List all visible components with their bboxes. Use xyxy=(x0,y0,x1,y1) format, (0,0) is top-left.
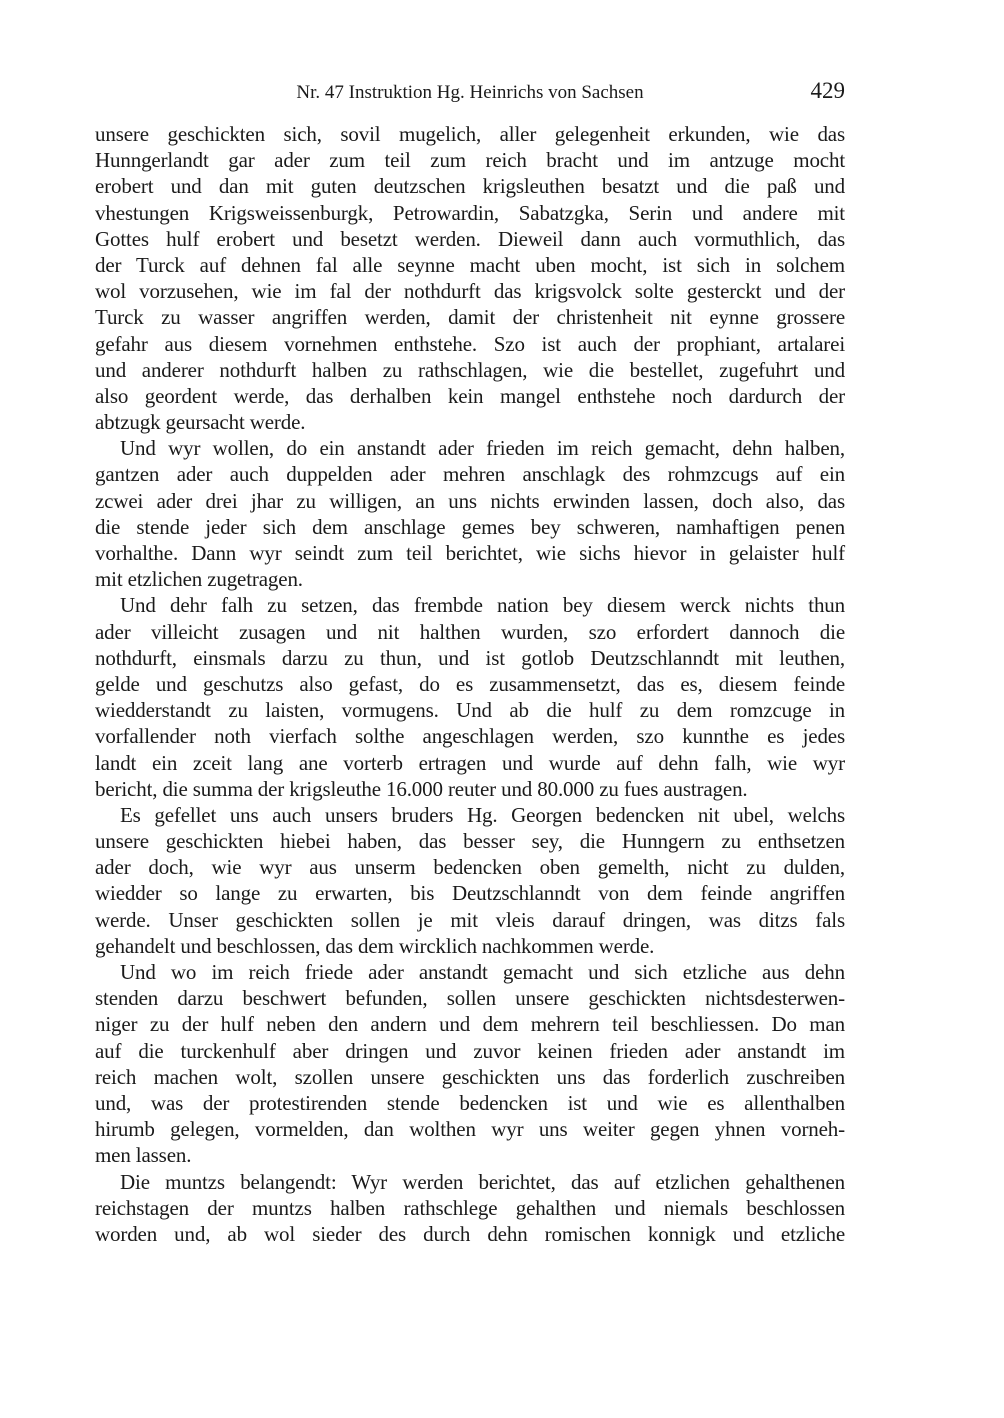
text-line: gefahr aus diesem vornehmen enthstehe. Szo ist auch der prophiant, artalarei xyxy=(95,331,845,356)
text-line: wiedder so lange zu erwarten, bis Deutzschlanndt von dem feinde angriffen xyxy=(95,881,845,906)
page-number: 429 xyxy=(810,78,845,103)
text-line: Turck zu wasser angriffen werden, damit der christenheit nit eynne grossere xyxy=(95,305,845,330)
text-line: der Turck auf dehnen fal alle seynne macht uben mocht, ist sich in solchem xyxy=(95,252,845,277)
text-line: hirumb gelegen, vormelden, dan wolthen wyr uns weiter gegen yhnen vorneh- xyxy=(95,1117,845,1142)
text-line: men lassen. xyxy=(95,1143,192,1168)
paragraph xyxy=(95,435,845,592)
text-line: wiedderstandt zu laisten, vormugens. Und ab die hulf zu dem romzcuge in xyxy=(95,698,845,723)
text-line: und anderer nothdurft halben zu rathschlagen, wie die bestellet, zugefuhrt und xyxy=(95,357,845,382)
paragraph xyxy=(95,1169,845,1248)
text-line: ader villeicht zusagen und nit halthen wurden, szo erfordert dannoch die xyxy=(95,619,845,644)
text-line: Es gefellet uns auch unsers bruders Hg. Georgen bedencken nit ubel, welchs xyxy=(120,802,845,827)
text-line: Hunngerlandt gar ader zum teil zum reich bracht und im antzuge mocht xyxy=(95,148,845,173)
text-line: und, was der protestirenden stende bedencken ist und wie es allenthalben xyxy=(95,1090,845,1115)
paragraph xyxy=(95,802,845,959)
text-line: Und wo im reich friede ader anstandt gemacht und sich etzliche aus dehn xyxy=(120,960,845,984)
text-line: gehandelt und beschlossen, das dem wircklich nachkommen werde. xyxy=(95,933,655,958)
text-line: werde. Unser geschickten sollen je mit vleis darauf dringen, was ditzs fals xyxy=(95,907,845,932)
paragraph xyxy=(95,592,845,802)
text-line: reichstagen der muntzs halben rathschlege gehalthen und niemals beschlossen xyxy=(95,1195,845,1220)
text-line: also geordent werde, das derhalben kein mangel enthstehe noch dardurch der xyxy=(95,383,845,408)
text-line: Und wyr wollen, do ein anstandt ader frieden im reich gemacht, dehn halben, xyxy=(120,436,845,461)
text-line: stenden darzu beschwert befunden, sollen unsere geschickten nichtsdesterwen- xyxy=(95,986,845,1011)
text-line: ader doch, wie wyr aus unserm bedencken oben gemelth, nicht zu dulden, xyxy=(95,855,845,880)
text-line: landt ein zceit lang ane vorterb ertragen und wurde auf dehn falh, wie wyr xyxy=(95,750,845,775)
paragraph xyxy=(95,121,845,435)
text-line: auf die turckenhulf aber dringen und zuvor keinen frieden ader anstandt im xyxy=(95,1038,845,1063)
page-header xyxy=(95,78,845,108)
text-line: wol vorzusehen, wie im fal der nothdurft das krigsvolck solte gesterckt und der xyxy=(95,279,845,304)
text-line: vhestungen Krigsweissenburgk, Petrowardin, Sabatzgka, Serin und andere mit xyxy=(95,200,845,225)
text-line: worden und, ab wol sieder des durch dehn romischen konnigk und etzliche xyxy=(95,1221,845,1246)
text-line: nothdurft, einsmals darzu zu thun, und ist gotlob Deutzschlanndt mit leuthen, xyxy=(95,645,845,670)
running-title: Nr. 47 Instruktion Hg. Heinrichs von Sachsen xyxy=(296,82,644,103)
text-line: reich machen wolt, szollen unsere geschickten uns das forderlich zuschreiben xyxy=(95,1064,845,1089)
text-line: vorhalthe. Dann wyr seindt zum teil berichtet, wie sichs hievor in gelaister hulf xyxy=(95,541,845,565)
text-line: gantzen ader auch duppelden ader mehren anschlagk des rohmzcugs auf ein xyxy=(95,462,845,487)
text-line: unsere geschickten hiebei haben, das besser sey, die Hunngern zu enthsetzen xyxy=(95,829,845,854)
text-line: abtzugk geursacht werde. xyxy=(95,410,306,435)
text-line: erobert und dan mit guten deutzschen krigsleuthen besatzt und die paß und xyxy=(95,174,845,199)
text-line: die stende jeder sich dem anschlage gemes bey schweren, namhaftigen penen xyxy=(95,514,845,539)
text-line: niger zu der hulf neben den andern und dem mehrern teil beschliessen. Do man xyxy=(95,1012,845,1037)
text-line: Die muntzs belangendt: Wyr werden berichtet, das auf etzlichen gehalthenen xyxy=(120,1169,845,1194)
body-text xyxy=(95,121,845,1247)
text-line: zcwei ader drei jhar zu willigen, an uns nichts erwinden lassen, doch also, das xyxy=(95,488,845,513)
text-line: gelde und geschutzs also gefast, do es zusammensetzt, das es, diesem feinde xyxy=(95,671,845,696)
text-line: unsere geschickten sich, sovil mugelich, aller gelegenheit erkunden, wie das xyxy=(95,122,845,146)
text-line: Und dehr falh zu setzen, das frembde nation bey diesem werck nichts thun xyxy=(120,593,845,618)
text-line: Gottes hulf erobert und besetzt werden. Dieweil dann auch vormuthlich, das xyxy=(95,226,845,251)
text-line: vorfallender noth vierfach solthe angeschlagen werden, szo kunnthe es jedes xyxy=(95,724,845,749)
text-line: mit etzlichen zugetragen. xyxy=(95,567,303,592)
text-line: bericht, die summa der krigsleuthe 16.000 reuter und 80.000 zu fues austragen. xyxy=(95,776,748,801)
paragraph xyxy=(95,959,845,1169)
